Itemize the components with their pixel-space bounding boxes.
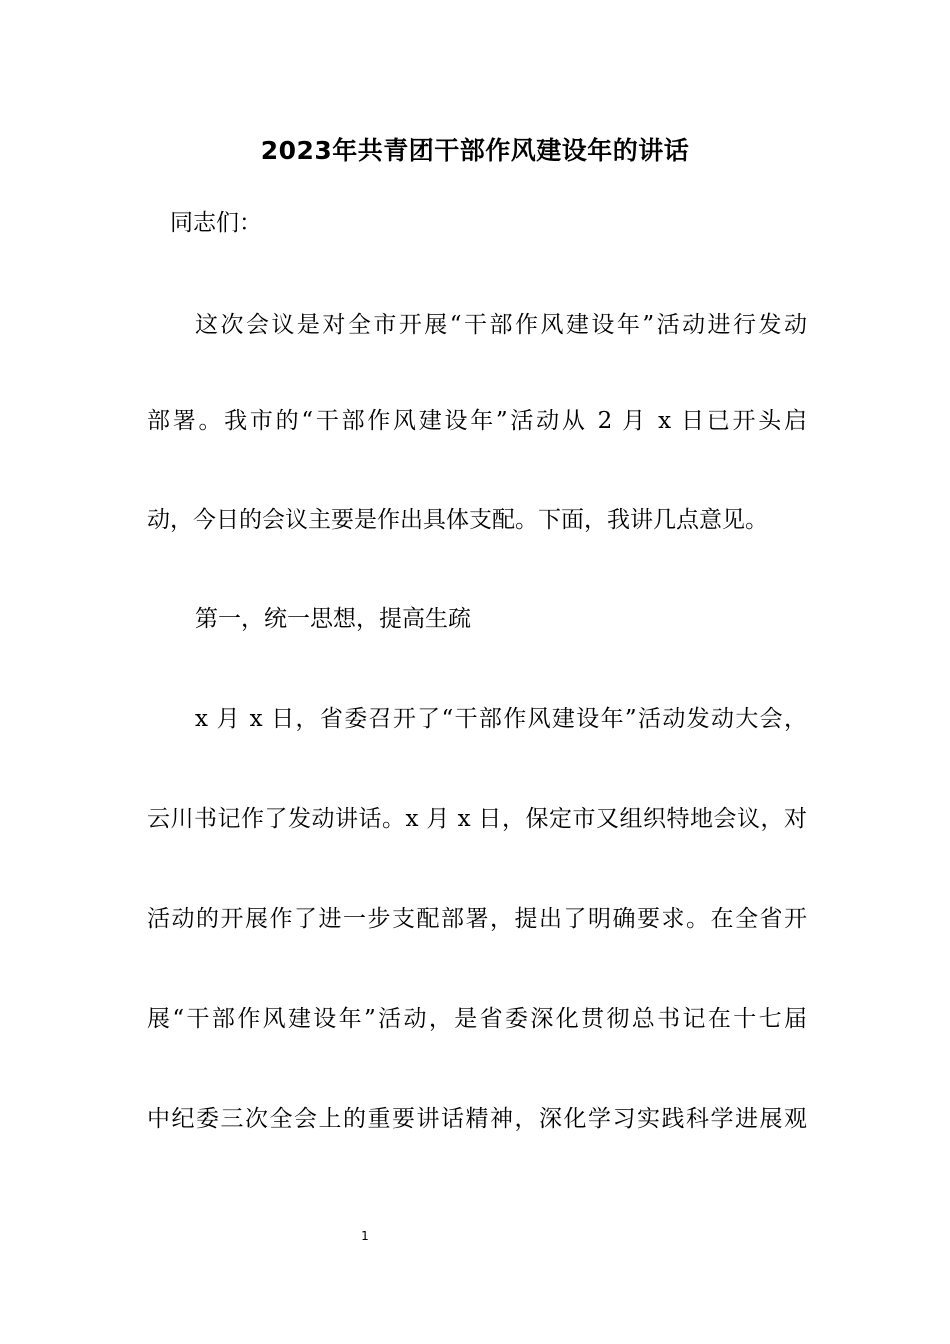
paragraph-line: 云川书记作了发动讲话。x 月 x 日，保定市又组织特地会议，对	[147, 806, 807, 832]
salutation: 同志们：	[170, 210, 262, 236]
paragraph-line: 活动的开展作了进一步支配部署，提出了明确要求。在全省开	[147, 906, 807, 932]
document-title: 2023年共青团干部作风建设年的讲话	[260, 136, 690, 165]
section-heading: 第一，统一思想，提高生疏	[195, 606, 471, 632]
paragraph-line: 展“干部作风建设年”活动，是省委深化贯彻总书记在十七届	[147, 1006, 807, 1032]
paragraph-line: 动，今日的会议主要是作出具体支配。下面，我讲几点意见。	[147, 507, 768, 533]
page-number: 1	[361, 1229, 369, 1243]
paragraph-line: 中纪委三次全会上的重要讲话精神，深化学习实践科学进展观	[147, 1106, 807, 1132]
paragraph-line: x 月 x 日，省委召开了“干部作风建设年”活动发动大会，	[195, 706, 807, 732]
paragraph-line: 这次会议是对全市开展“干部作风建设年”活动进行发动	[195, 312, 807, 338]
paragraph-line: 部署。我市的“干部作风建设年”活动从 2 月 x 日已开头启	[147, 408, 807, 434]
